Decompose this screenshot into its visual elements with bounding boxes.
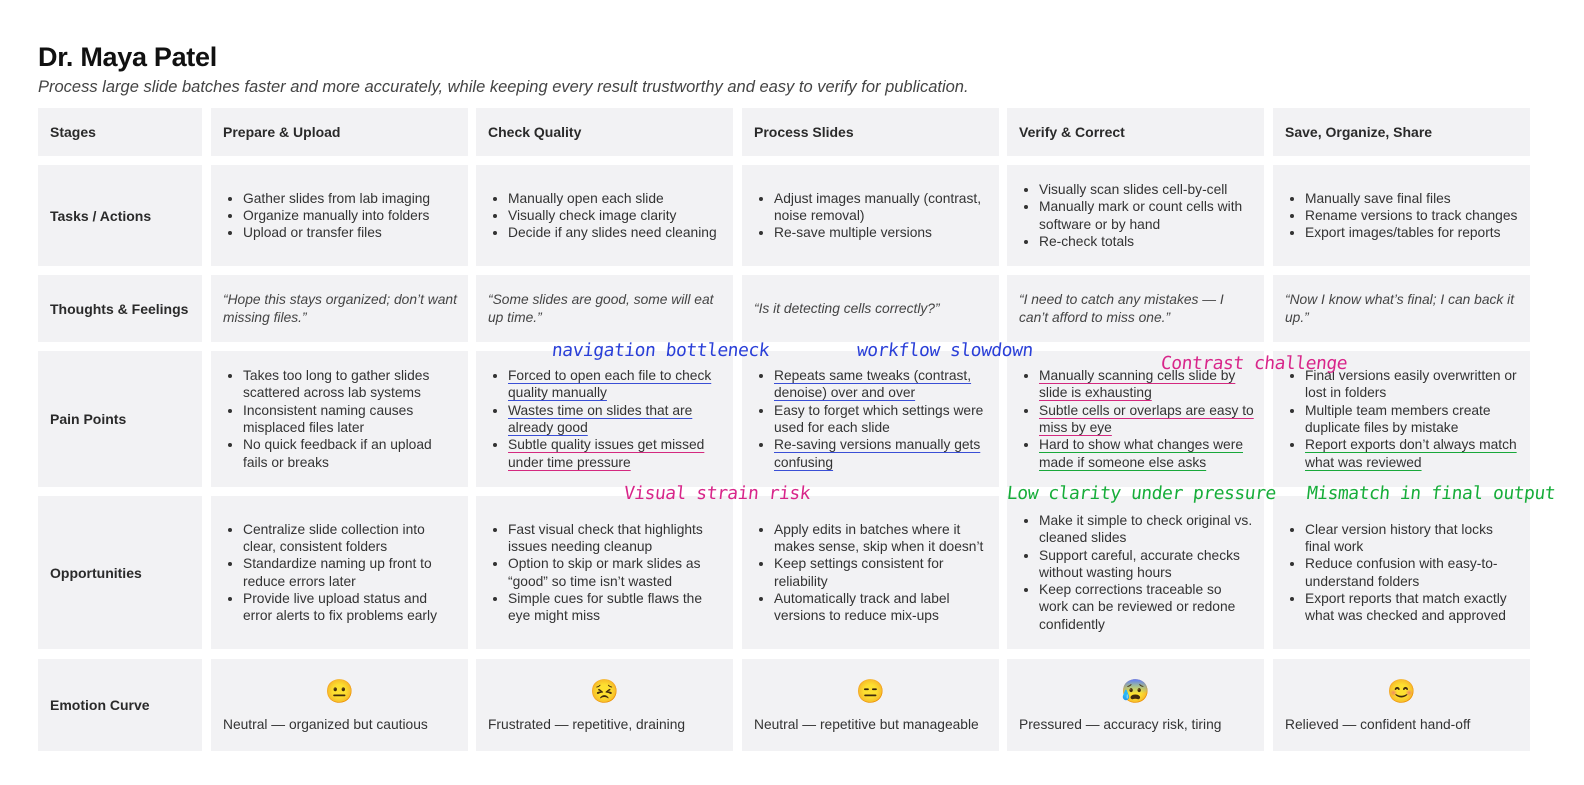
opportunity-item: • Standardize naming up front to reduce errors later (243, 555, 458, 590)
task-item: • Rename versions to track changes (1305, 207, 1517, 224)
task-item: • Organize manually into folders (243, 207, 430, 224)
opportunity-cell (476, 496, 733, 649)
pain-text: Repeats same tweaks (contrast, denoise) over and over (774, 368, 972, 401)
opportunity-item: • Fast visual check that highlights issues needing cleanup (508, 521, 723, 556)
opportunity-item: • Clear version history that locks final work (1305, 521, 1520, 556)
stage-header: Save, Organize, Share (1273, 108, 1530, 156)
task-item: • Decide if any slides need cleaning (508, 224, 717, 241)
persona-goal: Process large slide batches faster and more accurately, while keeping every result trustworthy and easy to verify for publication. (38, 78, 969, 96)
pain-text: Forced to open each file to check quality manually (508, 368, 712, 401)
emotion-cell (742, 659, 999, 751)
emotion-cell (476, 659, 733, 751)
opportunity-item: • Reduce confusion with easy-to-understand folders (1305, 555, 1520, 590)
neutral-face-icon: 😐 (325, 678, 354, 704)
pain-item (508, 367, 723, 402)
thought-cell (476, 275, 733, 342)
stage-header: Check Quality (476, 108, 733, 156)
thought-quote: “Now I know what’s final; I can back it up.” (1285, 292, 1515, 325)
annotation-workflow-slowdown: workflow slowdown (855, 340, 1034, 361)
task-item: • Gather slides from lab imaging (243, 190, 430, 207)
stage-header: Verify & Correct (1007, 108, 1264, 156)
annotation-contrast-challenge: Contrast challenge (1159, 353, 1349, 374)
pain-item (774, 436, 989, 471)
pain-item: • Inconsistent naming causes misplaced files later (243, 402, 458, 437)
stage-header: Process Slides (742, 108, 999, 156)
opportunity-cell (211, 496, 468, 649)
smiling-face-icon: 😊 (1387, 678, 1416, 704)
thought-quote: “Is it detecting cells correctly?” (754, 300, 940, 316)
pain-item (1039, 402, 1254, 437)
tasks-cell (1273, 165, 1530, 266)
pain-item: • Takes too long to gather slides scattered across lab systems (243, 367, 458, 402)
task-item: • Re-check totals (1039, 233, 1254, 250)
pain-item (1039, 436, 1254, 471)
pain-item: • Easy to forget which settings were used for each slide (774, 402, 989, 437)
emotion-cell (1273, 659, 1530, 751)
pain-text: Subtle quality issues get missed under time pressure (508, 437, 705, 470)
pain-cell (742, 351, 999, 487)
pain-item: • Multiple team members create duplicate files by mistake (1305, 402, 1520, 437)
opportunity-cell (1273, 496, 1530, 649)
persona-name: Dr. Maya Patel (38, 42, 217, 72)
pain-item: • Final versions easily overwritten or lost in folders (1305, 367, 1520, 402)
annotation-navigation-bottleneck: navigation bottleneck (550, 340, 771, 361)
opportunity-item: • Keep settings consistent for reliability (774, 555, 989, 590)
pain-item (774, 367, 989, 402)
pain-item: • No quick feedback if an upload fails or breaks (243, 436, 458, 471)
opportunity-item: • Export reports that match exactly what was checked and approved (1305, 590, 1520, 625)
pain-text: Report exports don’t always match what was reviewed (1305, 437, 1517, 470)
row-label-thoughts: Thoughts & Feelings (38, 275, 202, 342)
opportunity-item: • Make it simple to check original vs. cleaned slides (1039, 512, 1254, 547)
thought-cell (1273, 275, 1530, 342)
thought-quote: “Hope this stays organized; don’t want missing files.” (223, 292, 457, 325)
opportunity-cell (1007, 496, 1264, 649)
pain-text: Manually scanning cells slide by slide is exhausting (1039, 368, 1236, 401)
task-item: • Visually scan slides cell-by-cell (1039, 181, 1254, 198)
row-label-opportunities: Opportunities (38, 496, 202, 649)
opportunity-item: • Apply edits in batches where it makes sense, skip when it doesn’t (774, 521, 989, 556)
emotion-label: Relieved — confident hand-off (1285, 717, 1471, 732)
emotion-cell (211, 659, 468, 751)
emotion-label: Pressured — accuracy risk, tiring (1019, 717, 1222, 732)
opportunity-cell (742, 496, 999, 649)
tasks-cell (742, 165, 999, 266)
row-label-pain: Pain Points (38, 351, 202, 487)
stage-header: Prepare & Upload (211, 108, 468, 156)
pain-cell (476, 351, 733, 487)
annotation-visual-strain-risk: Visual strain risk (622, 483, 812, 504)
thought-cell (742, 275, 999, 342)
opportunity-item: • Option to skip or mark slides as “good” so time isn’t wasted (508, 555, 723, 590)
row-label-tasks: Tasks / Actions (38, 165, 202, 266)
pain-item (1305, 436, 1520, 471)
task-item: • Re-save multiple versions (774, 224, 989, 241)
row-label-stages: Stages (38, 108, 202, 156)
pain-cell (211, 351, 468, 487)
pain-item (508, 402, 723, 437)
pain-text: Wastes time on slides that are already good (508, 402, 693, 435)
emotion-label: Neutral — repetitive but manageable (754, 717, 979, 732)
task-item: • Manually open each slide (508, 190, 717, 207)
opportunity-item: • Keep corrections traceable so work can be reviewed or redone confidently (1039, 581, 1254, 633)
task-item: • Adjust images manually (contrast, noise removal) (774, 190, 989, 225)
annotation-mismatch-final-output: Mismatch in final output (1305, 483, 1557, 504)
thought-cell (1007, 275, 1264, 342)
row-label-emotion: Emotion Curve (38, 659, 202, 751)
pain-item (508, 436, 723, 471)
thought-cell (211, 275, 468, 342)
opportunity-item: • Provide live upload status and error alerts to fix problems early (243, 590, 458, 625)
emotion-cell (1007, 659, 1264, 751)
pain-text: Re-saving versions manually gets confusing (774, 437, 981, 470)
opportunity-item: • Automatically track and label versions to reduce mix-ups (774, 590, 989, 625)
emotion-label: Neutral — organized but cautious (223, 717, 428, 732)
tasks-cell (1007, 165, 1264, 266)
annotation-low-clarity: Low clarity under pressure (1005, 483, 1277, 504)
emotion-label: Frustrated — repetitive, draining (488, 717, 686, 732)
opportunity-item: • Centralize slide collection into clear, consistent folders (243, 521, 458, 556)
task-item: • Upload or transfer files (243, 224, 430, 241)
task-item: • Export images/tables for reports (1305, 224, 1517, 241)
pain-text: Hard to show what changes were made if someone else asks (1039, 437, 1243, 470)
task-item: • Manually save final files (1305, 190, 1517, 207)
anxious-face-icon: 😰 (1121, 678, 1150, 704)
persevering-face-icon: 😣 (590, 678, 619, 704)
task-item: • Manually mark or count cells with software or by hand (1039, 198, 1254, 233)
opportunity-item: • Simple cues for subtle flaws the eye might miss (508, 590, 723, 625)
tasks-cell (211, 165, 468, 266)
thought-quote: “I need to catch any mistakes — I can’t afford to miss one.” (1019, 292, 1224, 325)
expressionless-face-icon: 😑 (856, 678, 885, 704)
tasks-cell (476, 165, 733, 266)
task-item: • Visually check image clarity (508, 207, 717, 224)
pain-text: Subtle cells or overlaps are easy to miss by eye (1039, 402, 1254, 435)
thought-quote: “Some slides are good, some will eat up time.” (488, 292, 714, 325)
opportunity-item: • Support careful, accurate checks without wasting hours (1039, 547, 1254, 582)
